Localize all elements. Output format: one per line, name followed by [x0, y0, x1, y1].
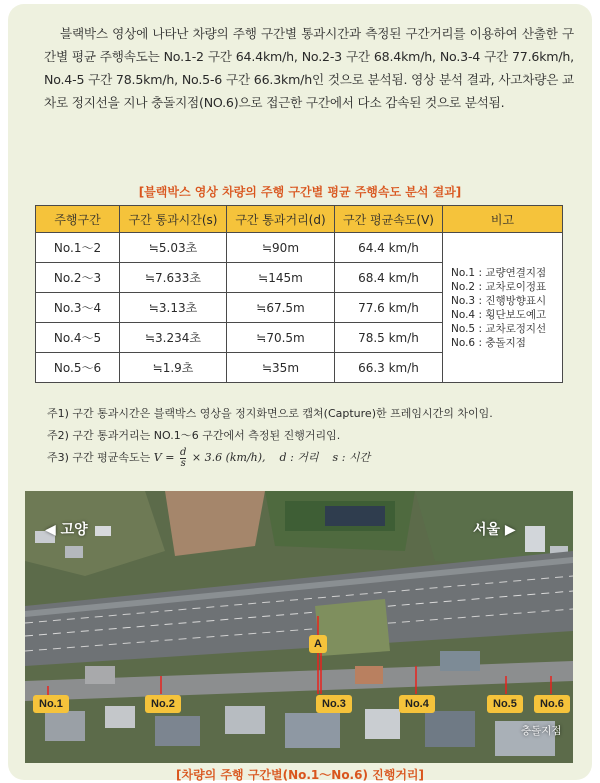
formula-numerator: d — [179, 446, 187, 458]
footnote-2: 주2) 구간 통과거리는 NO.1～6 구간에서 측정된 진행거리임. — [47, 429, 341, 442]
cell-time: ≒3.234초 — [120, 323, 227, 353]
photo-caption: [차량의 주행 구간별(No.1～No.6) 진행거리] — [176, 768, 424, 782]
collision-point-label: 충돌지점 — [521, 725, 562, 737]
cell-section: No.4～5 — [36, 323, 120, 353]
paragraph-text: 블랙박스 영상에 나타난 차량의 주행 구간별 통과시간과 측정된 구간거리를 이용하여 산출한 구간별 평균 주행속도는 No.1-2 구간 64.4km/h, No.2-3 구간 68.4km/h, No.3-4 구간 77.6km/h, No.4-5 구간 78.5km/h, No.5-6 구간 66.3km/h인 것으로 분석됨. 영상 분석 결과, 사고차량은 교차로 정지선을 지나 충돌지점(NO.6)으로 접근한 구간에서 다소 감속된 것으로 분석됨. — [44, 26, 574, 110]
cell-remarks — [443, 233, 563, 383]
cell-distance: ≒145m — [227, 263, 335, 293]
marker-no5: No.5 — [487, 695, 523, 713]
table-header-row — [36, 206, 563, 233]
header-speed: 구간 평균속도(V) — [335, 206, 443, 233]
cell-time: ≒3.13초 — [120, 293, 227, 323]
header-section: 주행구간 — [36, 206, 120, 233]
point-a-marker: A — [309, 635, 327, 653]
marker-no6: No.6 — [534, 695, 570, 713]
marker-no2: No.2 — [145, 695, 181, 713]
cell-time: ≒7.633초 — [120, 263, 227, 293]
header-remarks: 비고 — [443, 206, 563, 233]
cell-distance: ≒67.5m — [227, 293, 335, 323]
cell-speed: 77.6 km/h — [335, 293, 443, 323]
remark-line: No.4 : 횡단보도예고 — [451, 308, 547, 321]
remark-line: No.1 : 교량연결지점 — [451, 266, 547, 279]
footnote-3-prefix: 주3) 구간 평균속도는 — [47, 451, 151, 464]
cell-section: No.1～2 — [36, 233, 120, 263]
remark-line: No.2 : 교차로이정표 — [451, 280, 547, 293]
table-caption: [블랙박스 영상 차량의 주행 구간별 평균 주행속도 분석 결과] — [138, 185, 462, 199]
cell-time: ≒1.9초 — [120, 353, 227, 383]
cell-distance: ≒35m — [227, 353, 335, 383]
header-time: 구간 통과시간(s) — [120, 206, 227, 233]
direction-right-label: 서울 ▶ — [473, 522, 516, 538]
remark-line: No.5 : 교차로정지선 — [451, 322, 547, 335]
aerial-map — [25, 491, 573, 763]
cell-section: No.2～3 — [36, 263, 120, 293]
formula-lhs: V = — [153, 451, 175, 464]
cell-section: No.3～4 — [36, 293, 120, 323]
footnote-3 — [47, 447, 493, 469]
cell-distance: ≒90m — [227, 233, 335, 263]
table-row — [36, 233, 563, 263]
remark-line: No.3 : 진행방향표시 — [451, 294, 547, 307]
footnotes — [47, 403, 493, 469]
marker-no3: No.3 — [316, 695, 352, 713]
footnote-1: 주1) 구간 통과시간은 블랙박스 영상을 정지화면으로 캡쳐(Capture)한 프레임시간의 차이임. — [47, 407, 493, 420]
cell-time: ≒5.03초 — [120, 233, 227, 263]
cell-distance: ≒70.5m — [227, 323, 335, 353]
speed-analysis-table — [35, 205, 563, 383]
marker-no4: No.4 — [399, 695, 435, 713]
analysis-paragraph — [44, 22, 574, 114]
marker-no1: No.1 — [33, 695, 69, 713]
formula-denominator: s — [180, 457, 186, 469]
cell-speed: 68.4 km/h — [335, 263, 443, 293]
cell-section: No.5～6 — [36, 353, 120, 383]
legend-distance: d : 거리 — [279, 451, 319, 464]
cell-speed: 78.5 km/h — [335, 323, 443, 353]
remark-line: No.6 : 충돌지점 — [451, 336, 526, 349]
cell-speed: 66.3 km/h — [335, 353, 443, 383]
formula-fraction — [180, 448, 186, 469]
legend-time: s : 시간 — [332, 451, 371, 464]
formula-rest: × 3.6 (km/h), — [191, 451, 266, 464]
cell-speed: 64.4 km/h — [335, 233, 443, 263]
direction-left-label: ◀ 고양 — [45, 522, 88, 538]
header-distance: 구간 통과거리(d) — [227, 206, 335, 233]
